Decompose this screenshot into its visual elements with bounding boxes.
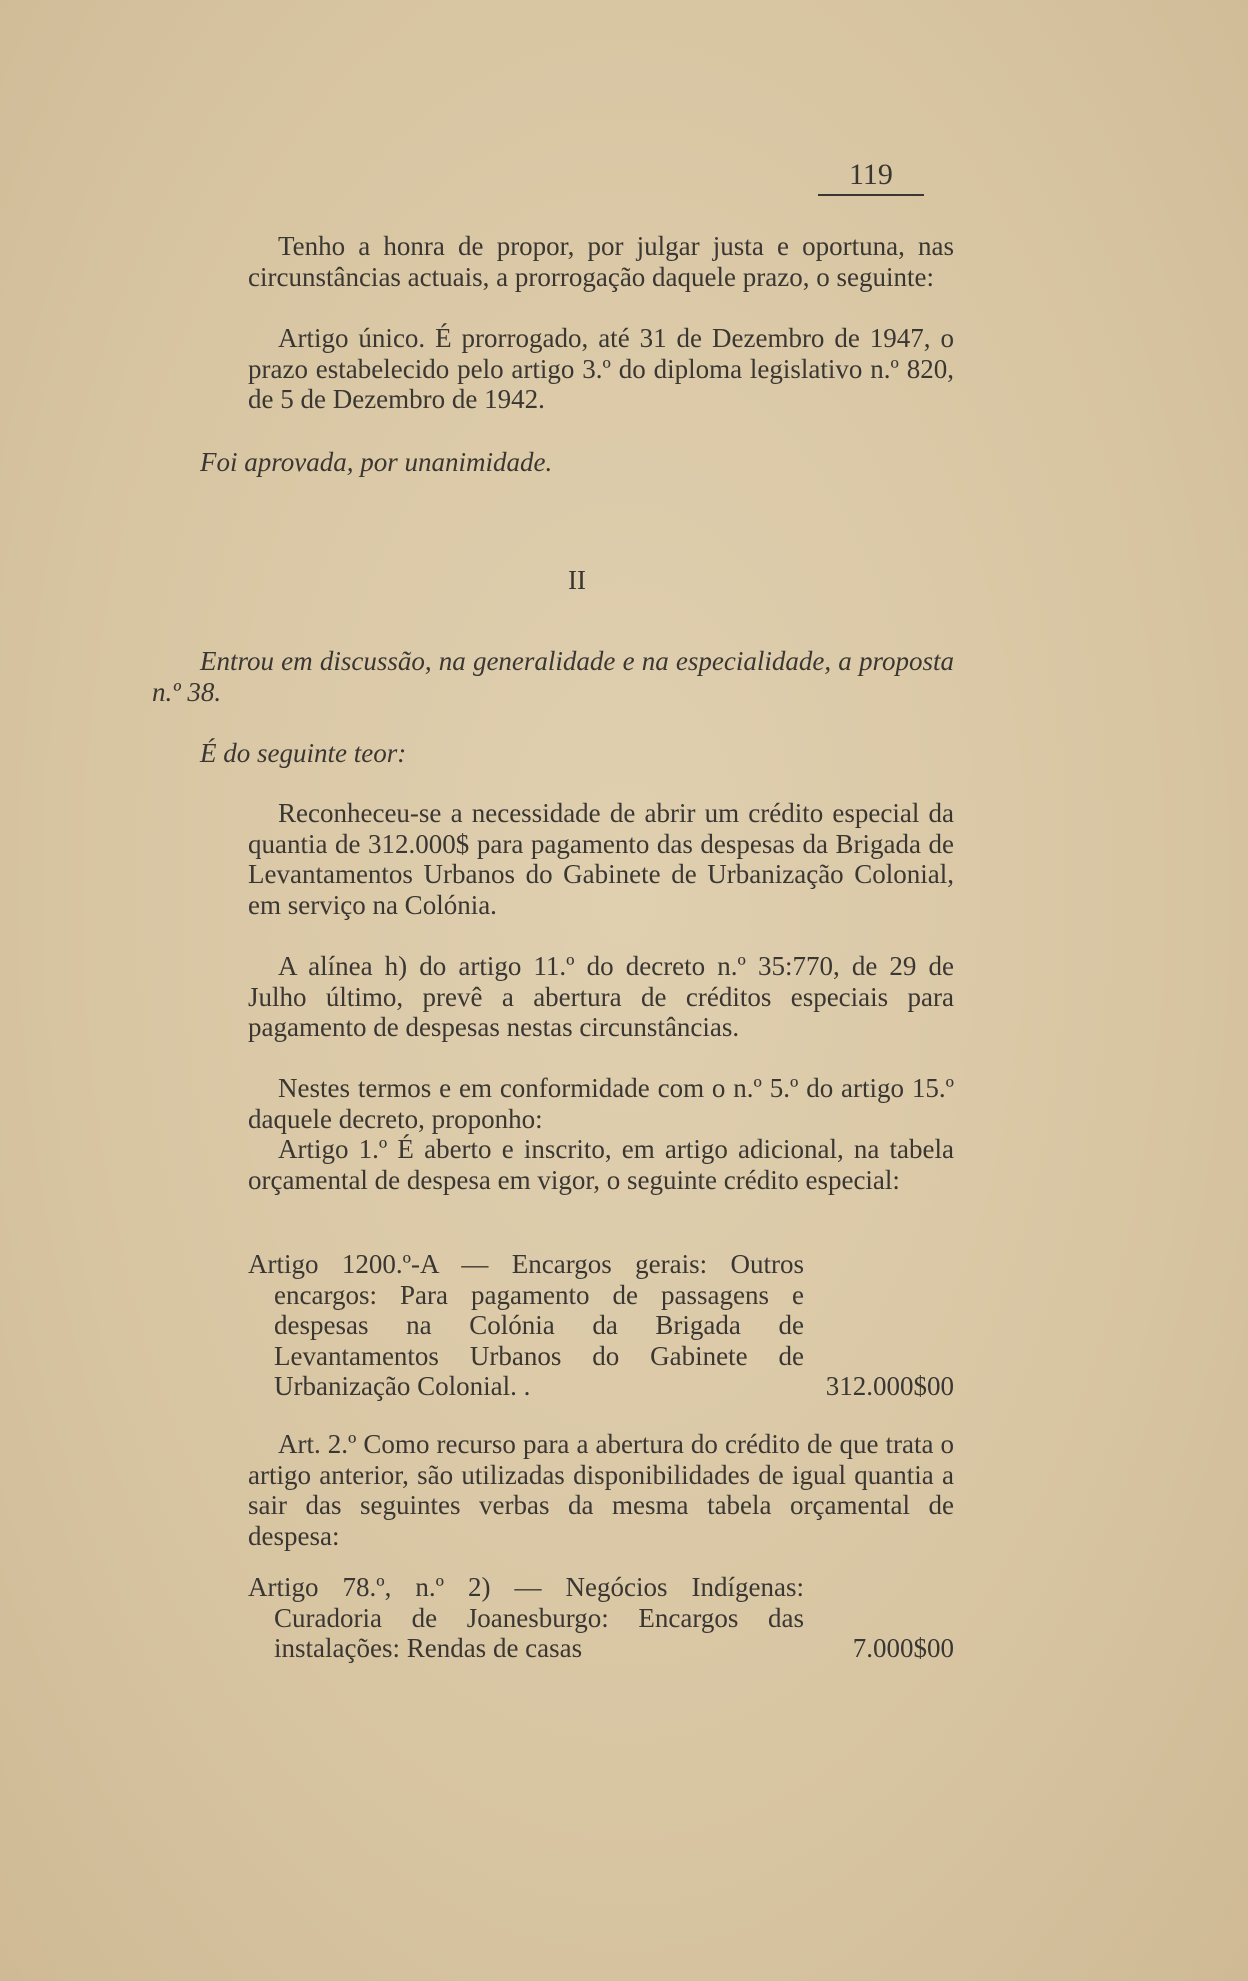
paragraph-artigo-2: Art. 2.º Como recurso para a abertura do crédito de que trata o artigo anterior, são utilizadas disponibilidades de igual quantia a sair das seguintes verbas da mesma tabela orçamental de despesa: [248, 1429, 954, 1551]
ledger-entry-amount: 312.000$00 [825, 1371, 954, 1402]
paragraph-artigo-unico: Artigo único. É prorrogado, até 31 de Dezembro de 1947, o prazo estabelecido pelo artigo 3.º do diploma legislativo n.º 820, de 5 de Dezembro de 1942. [248, 323, 954, 415]
paragraph-teor: É do seguinte teor: [200, 738, 407, 768]
ledger-entry [248, 1572, 954, 1664]
ledger-entry-description: Artigo 1200.º-A — Encargos gerais: Outros encargos: Para pagamento de passagens e despesas na Colónia da Brigada de Levantamentos Urbanos do Gabinete de Urbanização Colonial. . [248, 1249, 804, 1402]
page-number: 119 [818, 158, 924, 196]
paragraph-reconheceu: Reconheceu-se a necessidade de abrir um crédito especial da quantia de 312.000$ para pagamento das despesas da Brigada de Levantamentos Urbanos do Gabinete de Urbanização Colonial, em serviço na Colónia. [248, 798, 954, 920]
paragraph-proposal-intro: Tenho a honra de propor, por julgar justa e oportuna, nas circunstâncias actuais, a prorrogação daquele prazo, o seguinte: [248, 231, 954, 292]
ledger-entry-description: Artigo 78.º, n.º 2) — Negócios Indígenas: Curadoria de Joanesburgo: Encargos das instalações: Rendas de casas [248, 1572, 804, 1664]
paragraph-approval: Foi aprovada, por unanimidade. [200, 447, 553, 477]
ledger-entry-amount: 7.000$00 [852, 1633, 954, 1664]
paragraph-alinea: A alínea h) do artigo 11.º do decreto n.º 35:770, de 29 de Julho último, prevê a abertura de créditos especiais para pagamento de despesas nestas circunstâncias. [248, 951, 954, 1043]
paragraph-nestes-termos: Nestes termos e em conformidade com o n.º 5.º do artigo 15.º daquele decreto, proponho: [248, 1073, 954, 1134]
section-heading: II [568, 565, 586, 595]
ledger-entry [248, 1249, 954, 1402]
paragraph-discussion: Entrou em discussão, na generalidade e na especialidade, a proposta n.º 38. [152, 646, 954, 707]
paragraph-artigo-1: Artigo 1.º É aberto e inscrito, em artigo adicional, na tabela orçamental de despesa em vigor, o seguinte crédito especial: [248, 1134, 954, 1195]
